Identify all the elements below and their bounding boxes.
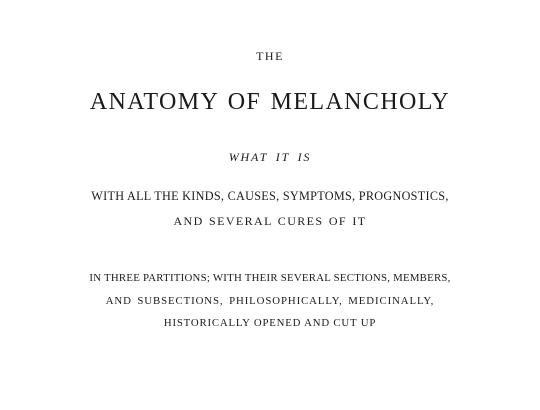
- book-subtitle: WHAT IT IS: [228, 150, 312, 164]
- partition-line-1: IN THREE PARTITIONS; WITH THEIR SEVERAL SECTIONS, MEMBERS,: [89, 272, 451, 284]
- partition-line-2: AND SUBSECTIONS, PHILOSOPHICALLY, MEDICINALLY,: [105, 295, 435, 307]
- book-title: ANATOMY OF MELANCHOLY: [89, 89, 451, 115]
- title-article: THE: [256, 49, 284, 63]
- partition-line-3: HISTORICALLY OPENED AND CUT UP: [163, 317, 377, 329]
- description-line-2: AND SEVERAL CURES OF IT: [173, 214, 367, 228]
- description-line-1: WITH ALL THE KINDS, CAUSES, SYMPTOMS, PROGNOSTICS,: [91, 189, 449, 203]
